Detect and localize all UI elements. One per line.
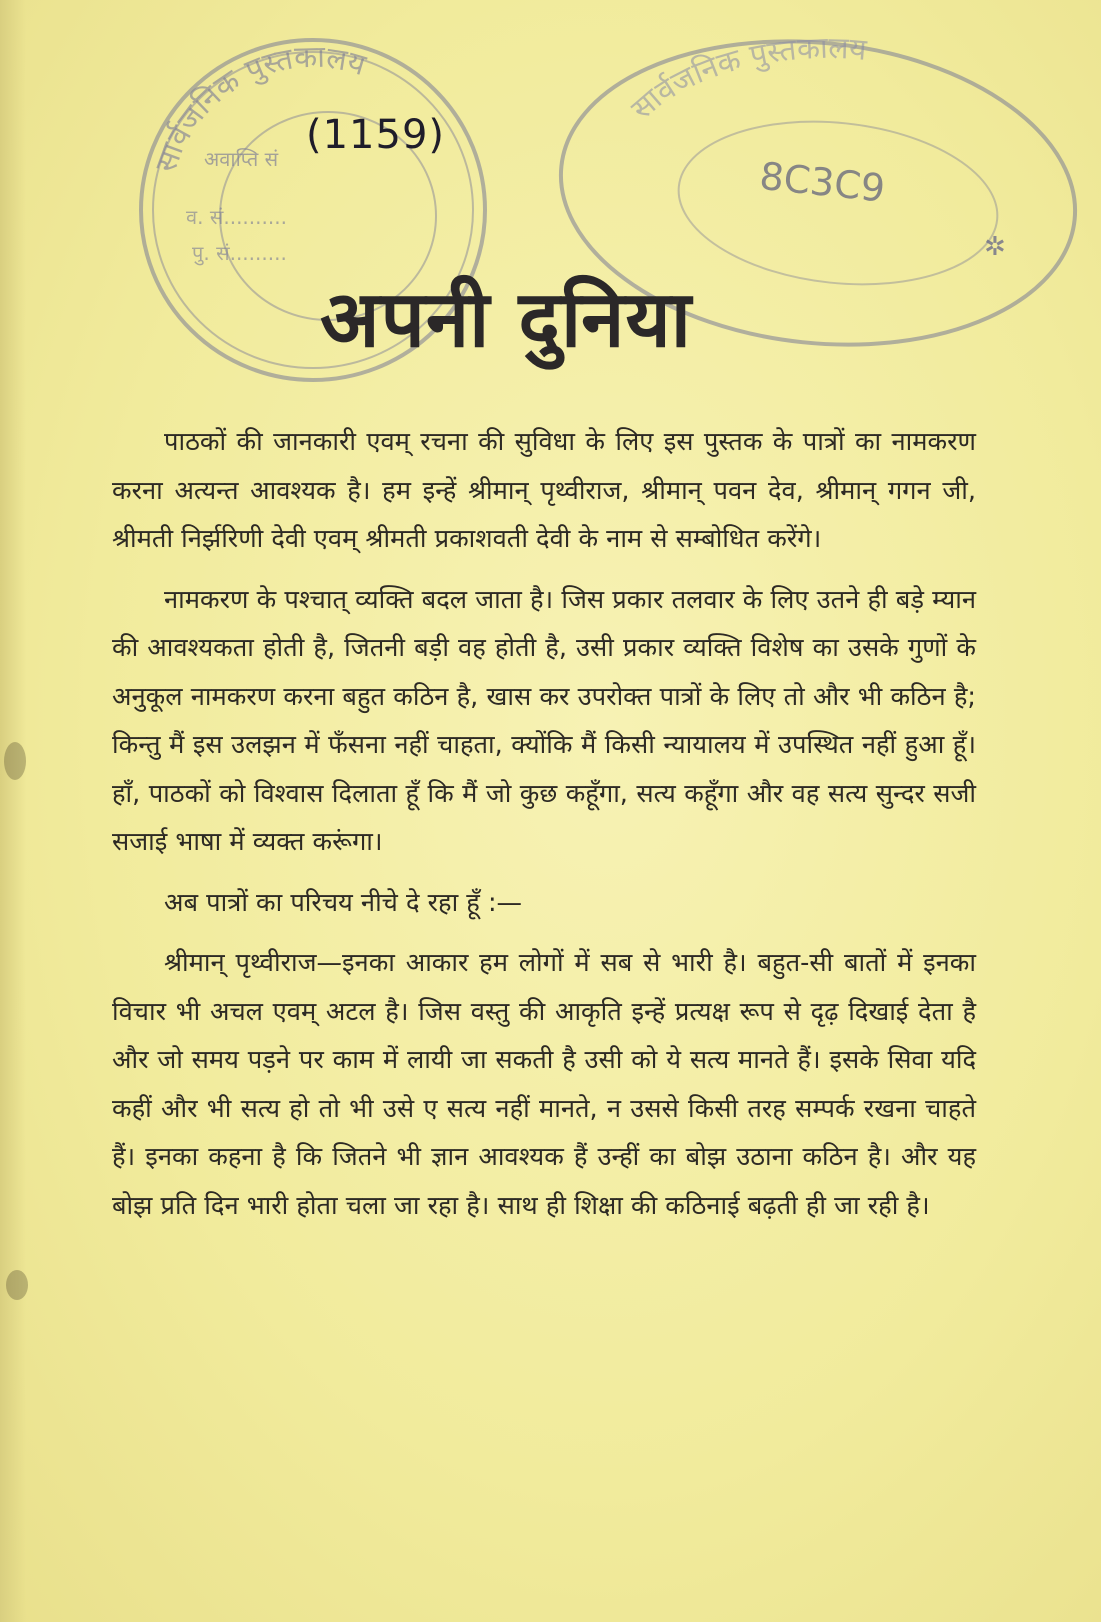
paragraph-2: नामकरण के पश्चात् व्यक्ति बदल जाता है। जिस प्रकार तलवार के लिए उतने ही बड़े म्यान की आवश्यकता होती है, जितनी बड़ी वह होती है, उसी प्रकार व्यक्ति विशेष का उसके गुणों के अनुकूल नामकरण करना बहुत कठिन है, खास कर उपरोक्त पात्रों के लिए तो और भी कठिन है; किन्तु मैं इस उलझन में फँसना नहीं चाहता, क्योंकि मैं किसी न्यायालय में उपस्थित नहीं हुआ हूँ। हाँ, पाठकों को विश्वास दिलाता हूँ कि मैं जो कुछ कहूँगा, सत्य कहूँगा और वह सत्य सुन्दर सजी सजाई भाषा में व्यक्त करूंगा।	[112, 584, 976, 857]
paragraph-3: अब पात्रों का परिचय नीचे दे रहा हूँ :—	[164, 887, 523, 918]
stamp-right-number: 8C3C9	[757, 153, 888, 211]
handwritten-accession-number: (1159)	[306, 112, 446, 158]
svg-text:सार्वजनिक पुस्तकालय	[625, 31, 869, 127]
paragraph-1: पाठकों की जानकारी एवम् रचना की सुविधा के लिए इस पुस्तक के पात्रों का नामकरण करना अत्यन्त आवश्यक है। हम इन्हें श्रीमान् पृथ्वीराज, श्रीमान् पवन देव, श्रीमान् गगन जी, श्रीमती निर्झरिणी देवी एवम् श्रीमती प्रकाशवती देवी के नाम से सम्बोधित करेंगे।	[112, 427, 976, 554]
stamp-right-arc-text: सार्वजनिक पुस्तकालय	[624, 30, 868, 127]
stamp-left-line2: व. सं..........	[186, 205, 287, 229]
paragraph-4: श्रीमान् पृथ्वीराज—इनका आकार हम लोगों में सब से भारी है। बहुत-सी बातों में इनका विचार भी अचल एवम् अटल है। जिस वस्तु की आकृति इन्हें प्रत्यक्ष रूप से दृढ़ दिखाई देता है और जो समय पड़ने पर काम में लायी जा सकती है उसी को ये सत्य मानते हैं। इसके सिवा यदि कहीं और भी सत्य हो तो भी उसे ए सत्य नहीं मानते, न उससे किसी तरह सम्पर्क रखना चाहते हैं। इनका कहना है कि जितने भी ज्ञान आवश्यक हैं उन्हीं का बोझ उठाना कठिन है। और यह बोझ प्रति दिन भारी होता चला जा रहा है। साथ ही शिक्षा की कठिनाई बढ़ती ही जा रही है।	[112, 948, 976, 1221]
margin-ink-mark	[6, 1270, 28, 1300]
body-text	[112, 418, 976, 1242]
stamp-asterisk-icon: ✲	[984, 232, 1006, 262]
page-title: अपनी दुनिया	[320, 274, 692, 365]
margin-ink-mark	[4, 742, 26, 780]
stamp-left-arc-text: सार्वजनिक पुस्तकालय	[148, 39, 370, 177]
stamp-left-line1: अवाप्ति सं	[204, 147, 279, 171]
stamp-left-line3: पु. सं.........	[192, 241, 287, 265]
page-binding-edge	[0, 0, 26, 1622]
